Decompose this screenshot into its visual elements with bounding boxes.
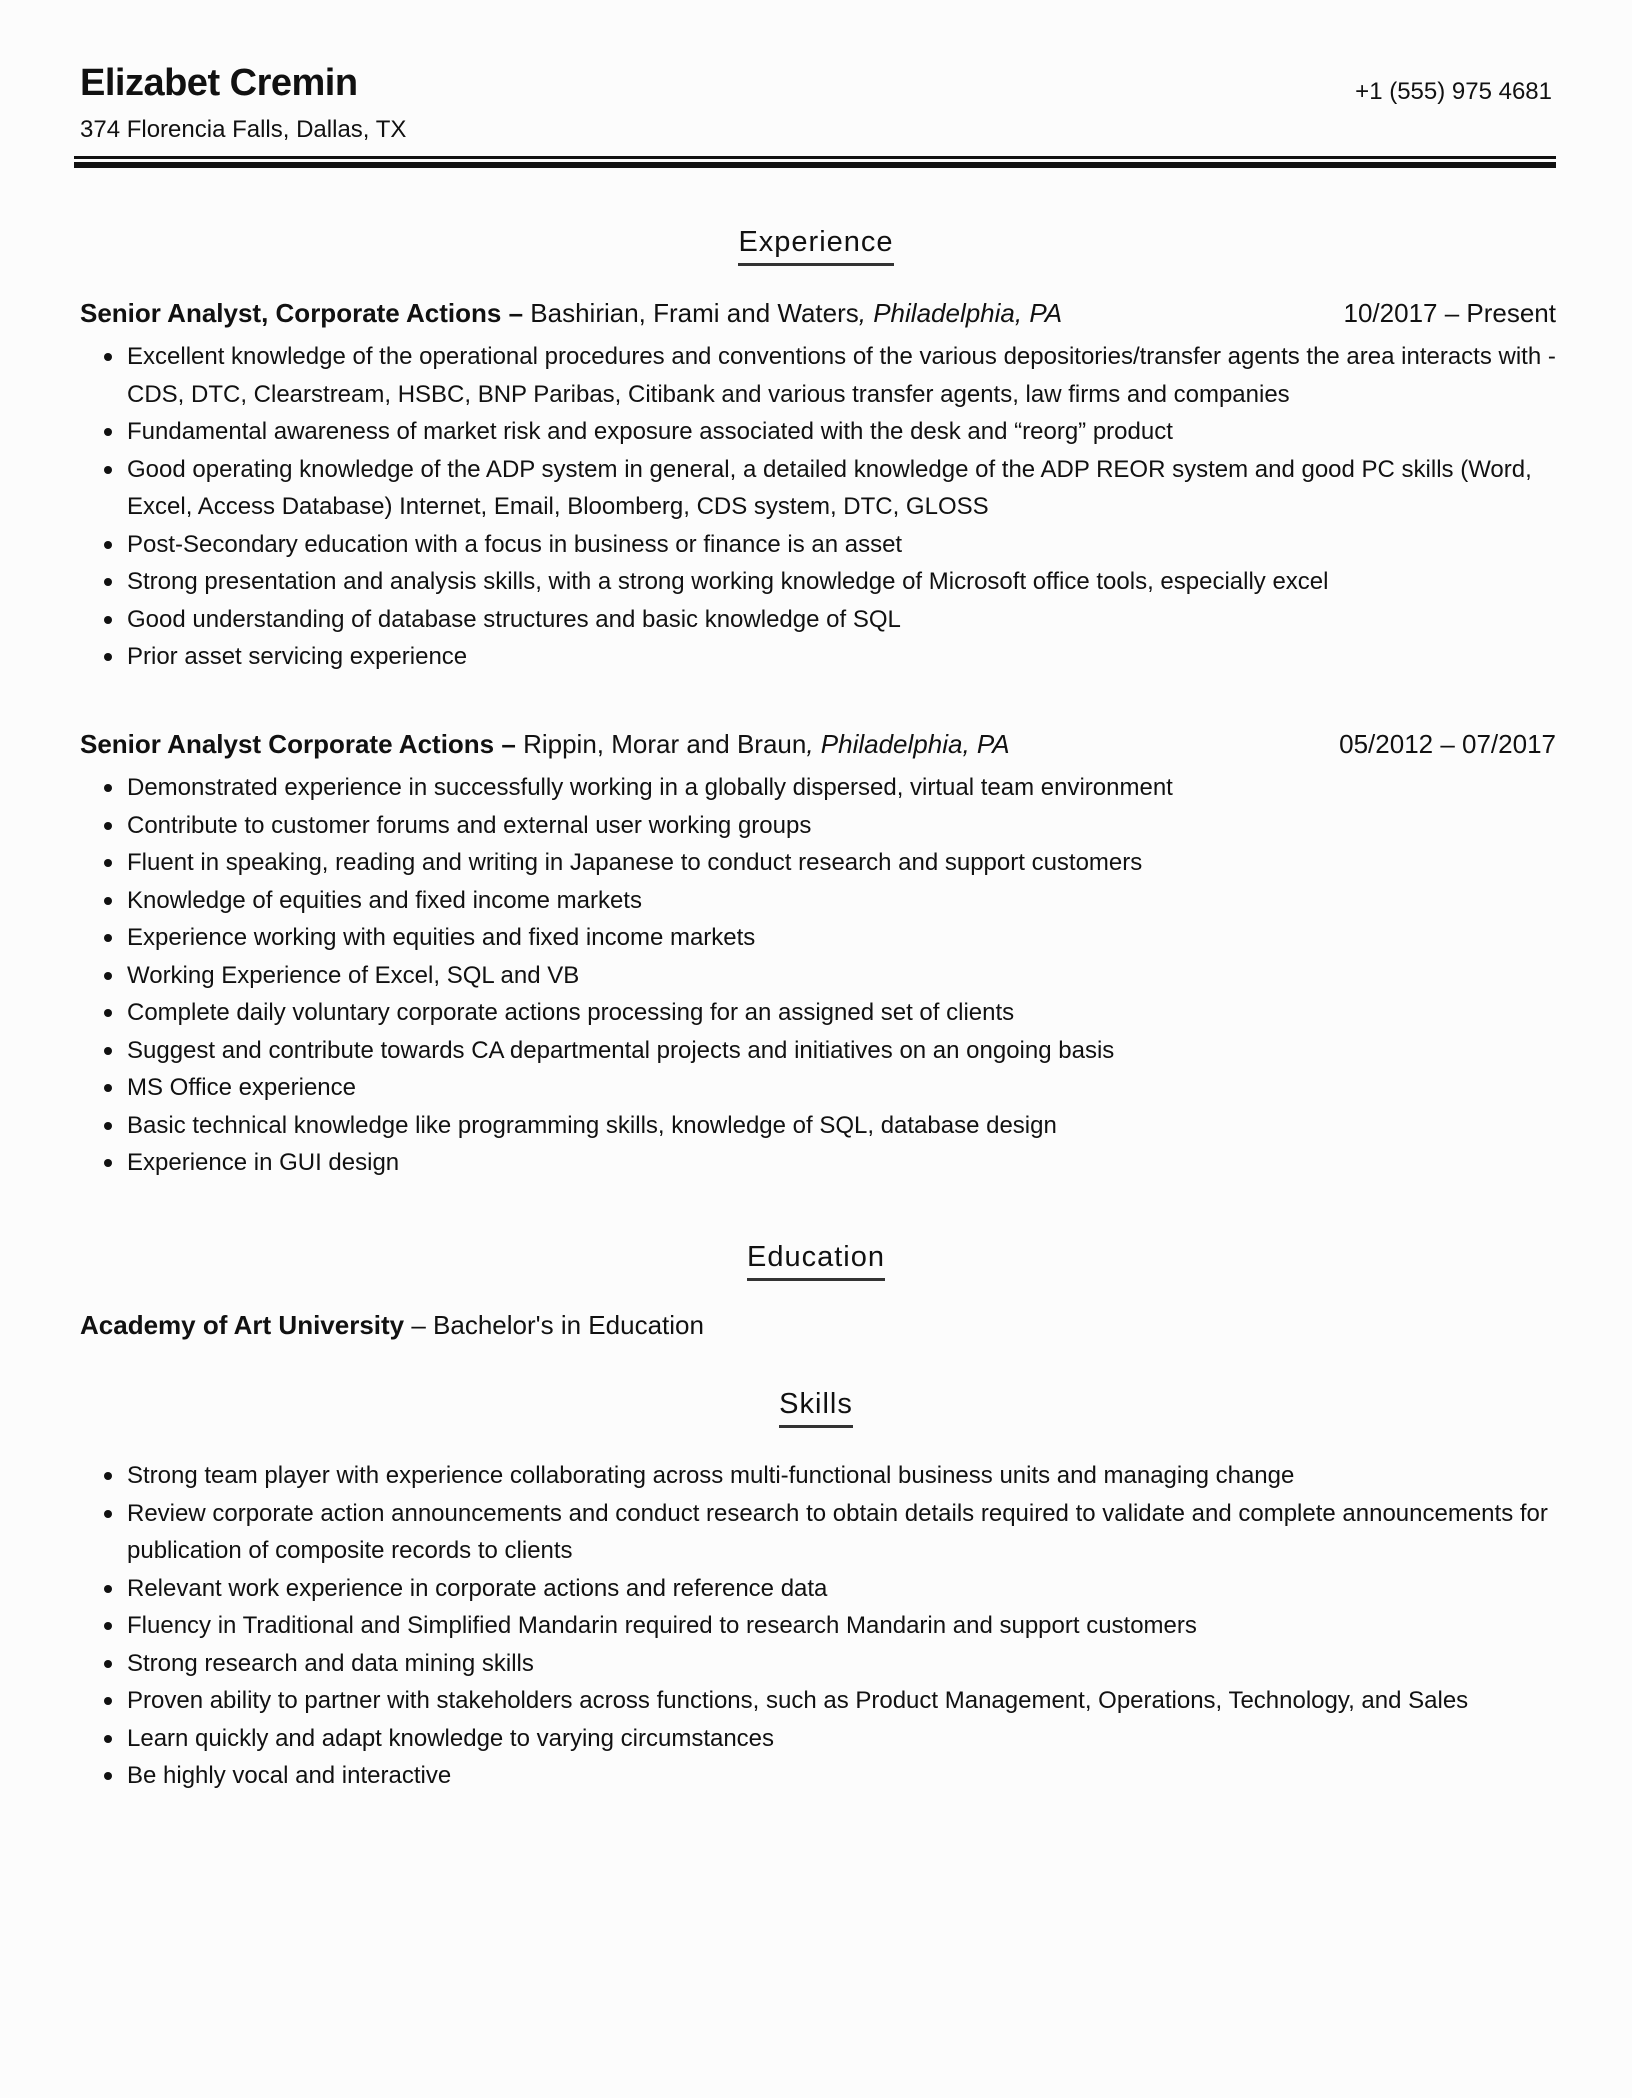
list-item: Experience in GUI design bbox=[80, 1144, 1556, 1182]
job-title: Senior Analyst, Corporate Actions – bbox=[80, 298, 524, 328]
list-item: Working Experience of Excel, SQL and VB bbox=[80, 957, 1556, 995]
list-item: Prior asset servicing experience bbox=[80, 638, 1556, 676]
list-item: Basic technical knowledge like programming skills, knowledge of SQL, database design bbox=[80, 1107, 1556, 1145]
degree: – Bachelor's in Education bbox=[404, 1310, 704, 1340]
job-company: Bashirian, Frami and Waters bbox=[523, 298, 859, 328]
list-item: Fundamental awareness of market risk and exposure associated with the desk and “reorg” product bbox=[80, 413, 1556, 451]
job-heading bbox=[80, 298, 1556, 329]
list-item: Demonstrated experience in successfully working in a globally dispersed, virtual team environment bbox=[80, 769, 1556, 807]
list-item: Post-Secondary education with a focus in business or finance is an asset bbox=[80, 526, 1556, 564]
list-item: Contribute to customer forums and external user working groups bbox=[80, 807, 1556, 845]
list-item: Excellent knowledge of the operational procedures and conventions of the various depositories/transfer agents the area interacts with - CDS, DTC, Clearstream, HSBC, BNP Paribas, Citibank and various transfer agents, law firms and companies bbox=[80, 338, 1556, 413]
skills-bullets bbox=[80, 1457, 1556, 1795]
list-item: Suggest and contribute towards CA departmental projects and initiatives on an ongoing basis bbox=[80, 1032, 1556, 1070]
list-item: Complete daily voluntary corporate actions processing for an assigned set of clients bbox=[80, 994, 1556, 1032]
education-entry bbox=[80, 1310, 704, 1341]
list-item: MS Office experience bbox=[80, 1069, 1556, 1107]
list-item: Review corporate action announcements and conduct research to obtain details required to validate and complete announcements for publication of composite records to clients bbox=[80, 1495, 1556, 1570]
job-heading bbox=[80, 729, 1556, 760]
experience-heading: Experience bbox=[0, 226, 1632, 266]
job-dates: 10/2017 – Present bbox=[1343, 298, 1556, 328]
list-item: Experience working with equities and fixed income markets bbox=[80, 919, 1556, 957]
job-dates: 05/2012 – 07/2017 bbox=[1339, 729, 1556, 759]
list-item: Proven ability to partner with stakeholders across functions, such as Product Management, Operations, Technology, and Sales bbox=[80, 1682, 1556, 1720]
list-item: Strong team player with experience collaborating across multi-functional business units and managing change bbox=[80, 1457, 1556, 1495]
address: 374 Florencia Falls, Dallas, TX bbox=[80, 116, 407, 143]
job-title: Senior Analyst Corporate Actions – bbox=[80, 729, 516, 759]
education-heading: Education bbox=[0, 1241, 1632, 1281]
header-rule-thick bbox=[74, 162, 1556, 168]
list-item: Good understanding of database structures and basic knowledge of SQL bbox=[80, 601, 1556, 639]
list-item: Relevant work experience in corporate actions and reference data bbox=[80, 1570, 1556, 1608]
school: Academy of Art University bbox=[80, 1310, 405, 1340]
job-company: Rippin, Morar and Braun bbox=[515, 729, 807, 759]
job-bullets bbox=[80, 338, 1556, 676]
list-item: Strong presentation and analysis skills, with a strong working knowledge of Microsoft office tools, especially excel bbox=[80, 563, 1556, 601]
list-item: Learn quickly and adapt knowledge to varying circumstances bbox=[80, 1720, 1556, 1758]
job-location: , Philadelphia, PA bbox=[858, 298, 1063, 328]
job-bullets bbox=[80, 769, 1556, 1182]
header-rule-thin bbox=[74, 156, 1556, 159]
job-location: , Philadelphia, PA bbox=[806, 729, 1010, 759]
list-item: Strong research and data mining skills bbox=[80, 1645, 1556, 1683]
list-item: Good operating knowledge of the ADP system in general, a detailed knowledge of the ADP REOR system and good PC skills (Word, Excel, Access Database) Internet, Email, Bloomberg, CDS system, DTC, GLOSS bbox=[80, 451, 1556, 526]
phone: +1 (555) 975 4681 bbox=[1355, 78, 1552, 105]
skills-heading: Skills bbox=[0, 1388, 1632, 1428]
candidate-name: Elizabet Cremin bbox=[80, 62, 358, 104]
list-item: Fluency in Traditional and Simplified Mandarin required to research Mandarin and support customers bbox=[80, 1607, 1556, 1645]
list-item: Be highly vocal and interactive bbox=[80, 1757, 1556, 1795]
list-item: Knowledge of equities and fixed income markets bbox=[80, 882, 1556, 920]
list-item: Fluent in speaking, reading and writing in Japanese to conduct research and support customers bbox=[80, 844, 1556, 882]
